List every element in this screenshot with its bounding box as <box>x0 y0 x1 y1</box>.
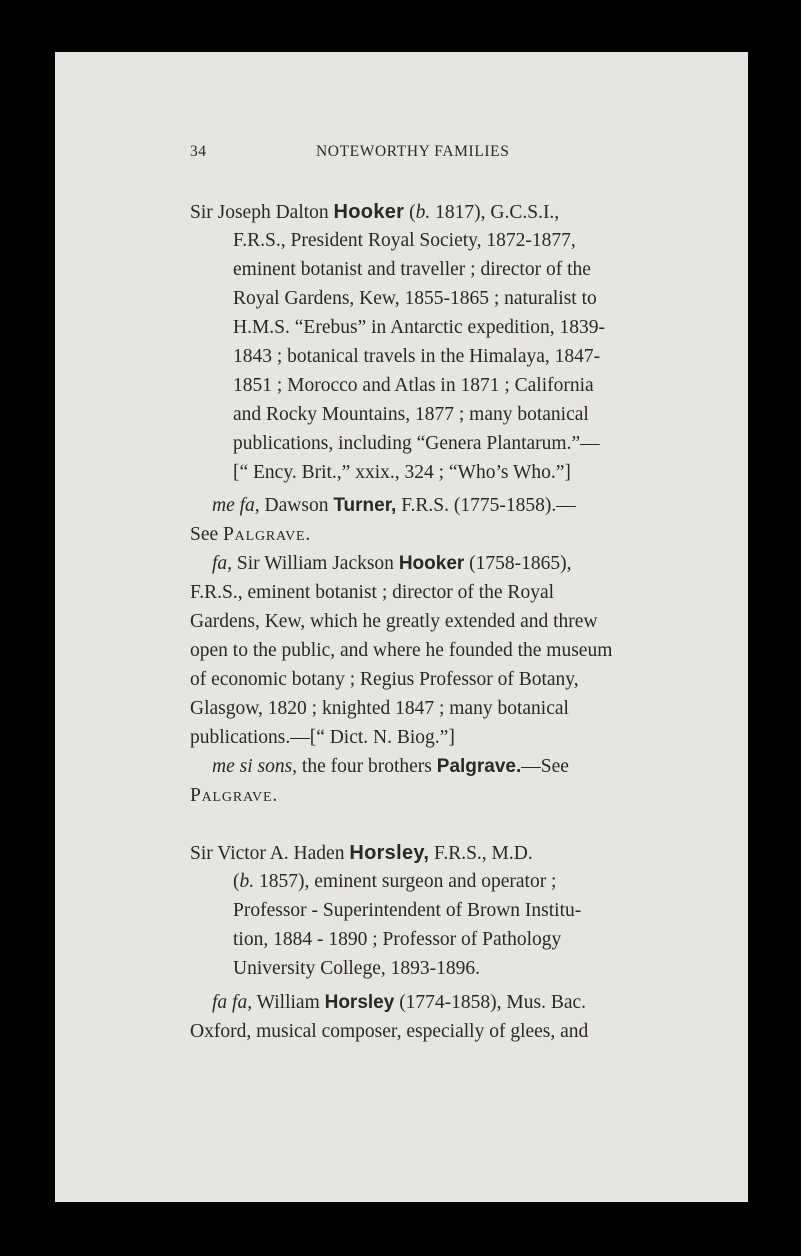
text-run: 1857), eminent surgeon and operator ; <box>254 871 557 892</box>
text-run: (1758-1865), <box>464 553 572 574</box>
styled-text-it: b. <box>415 202 431 223</box>
text-line <box>233 429 698 459</box>
text-run: Glasgow, 1820 ; knighted 1847 ; many botanical <box>190 698 569 719</box>
running-header <box>0 143 801 167</box>
text-run: 1851 ; Morocco and Atlas in 1871 ; California <box>233 375 594 396</box>
text-run: F.R.S., eminent botanist ; director of the Royal <box>190 582 555 603</box>
text-line <box>212 988 698 1018</box>
text-line <box>190 665 698 695</box>
text-line <box>190 781 300 811</box>
text-run: of economic botany ; Regius Professor of Botany, <box>190 669 579 690</box>
text-line <box>190 723 500 753</box>
text-run: (1774-1858), Mus. Bac. <box>394 992 587 1013</box>
styled-text-sc: Palgrave. <box>190 785 278 806</box>
text-line <box>233 400 698 430</box>
text-run: publications.—[“ Dict. N. Biog.”] <box>190 727 455 748</box>
text-run: Sir Victor A. Haden <box>190 843 350 864</box>
text-run: ( <box>404 202 416 223</box>
text-line <box>233 925 698 955</box>
text-line <box>233 371 698 401</box>
text-run: —See <box>521 756 569 777</box>
text-line <box>212 491 698 521</box>
text-line <box>233 255 698 285</box>
text-line <box>233 342 698 372</box>
styled-text-it: me fa, <box>212 495 260 516</box>
text-line <box>233 284 698 314</box>
text-run: See <box>190 524 224 545</box>
styled-text-it: fa, <box>212 553 233 574</box>
text-run: Sir William Jackson <box>232 553 399 574</box>
text-run: 1817), G.C.S.I., <box>430 202 560 223</box>
styled-text-sans-cond: Hooker <box>398 553 465 574</box>
text-run: William <box>252 992 325 1013</box>
text-run: publications, including “Genera Plantarum.”— <box>233 433 600 454</box>
text-line <box>190 578 698 608</box>
styled-text-sans-heavy: Horsley, <box>349 842 430 864</box>
text-run: tion, 1884 - 1890 ; Professor of Pathology <box>233 929 562 950</box>
text-run: Professor - Superintendent of Brown Institu- <box>233 900 582 921</box>
text-line <box>190 636 698 666</box>
page-number: 34 <box>190 143 207 160</box>
text-line <box>190 607 698 637</box>
styled-text-sans-cond: Turner, <box>333 495 397 516</box>
text-line <box>190 1017 698 1047</box>
text-line <box>233 954 560 984</box>
styled-text-sc: Palgrave. <box>223 524 312 545</box>
text-run: H.M.S. “Erebus” in Antarctic expedition, 1839- <box>233 317 606 338</box>
text-line <box>233 458 698 488</box>
text-run: 1843 ; botanical travels in the Himalaya, 1847- <box>233 346 601 367</box>
styled-text-it: b. <box>239 871 255 892</box>
text-line <box>212 752 698 782</box>
styled-text-it: me si sons, <box>212 756 298 777</box>
text-line <box>233 867 698 897</box>
text-run: Oxford, musical composer, especially of glees, and <box>190 1021 589 1042</box>
text-line <box>233 896 698 926</box>
text-run: eminent botanist and traveller ; director of the <box>233 259 591 280</box>
text-run: Dawson <box>259 495 334 516</box>
text-run: [“ Ency. Brit.,” xxix., 324 ; “Who’s Who.”] <box>233 462 571 483</box>
styled-text-sans-cond: Palgrave. <box>436 756 522 777</box>
text-line <box>233 313 698 343</box>
running-title: NOTEWORTHY FAMILIES <box>316 143 510 160</box>
text-line <box>190 520 370 550</box>
text-run: Gardens, Kew, which he greatly extended and threw <box>190 611 598 632</box>
text-run: F.R.S. (1775-1858).— <box>396 495 576 516</box>
text-run: and Rocky Mountains, 1877 ; many botanical <box>233 404 589 425</box>
text-run: Sir Joseph Dalton <box>190 202 334 223</box>
styled-text-sans-heavy: Hooker <box>333 201 405 223</box>
text-run: open to the public, and where he founded the museum <box>190 640 613 661</box>
styled-text-sans-cond: Horsley <box>324 992 395 1013</box>
text-run: F.R.S., President Royal Society, 1872-1877, <box>233 230 576 251</box>
text-line <box>190 694 698 724</box>
text-run: the four brothers <box>297 756 437 777</box>
text-line <box>233 226 698 256</box>
text-line <box>190 197 698 227</box>
text-run: ( <box>233 871 240 892</box>
text-line <box>190 838 698 868</box>
text-line <box>212 549 698 579</box>
text-run: F.R.S., M.D. <box>429 843 533 864</box>
text-run: University College, 1893-1896. <box>233 958 480 979</box>
styled-text-it: fa fa, <box>212 992 253 1013</box>
text-run: Royal Gardens, Kew, 1855-1865 ; naturalist to <box>233 288 597 309</box>
